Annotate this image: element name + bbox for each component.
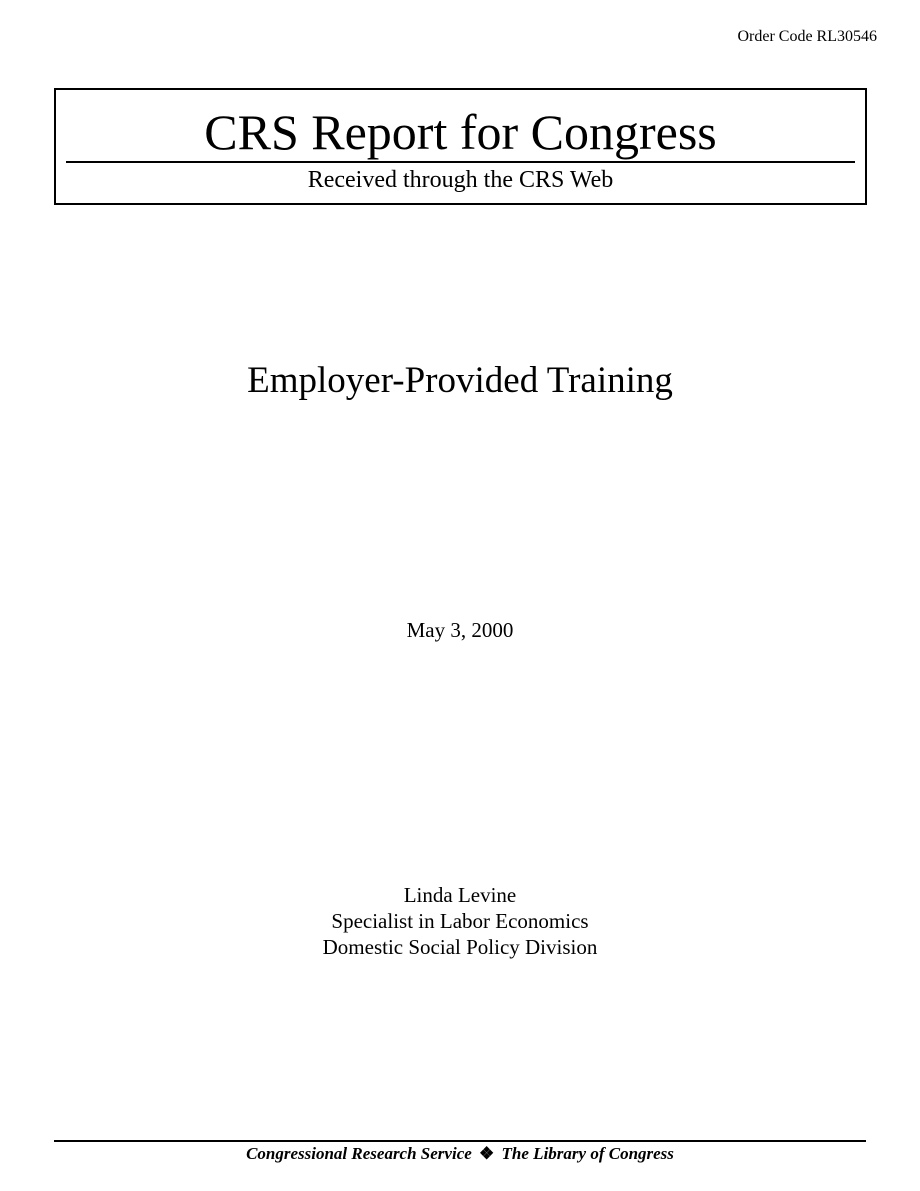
footer-left-text: Congressional Research Service xyxy=(246,1144,472,1163)
footer-divider xyxy=(54,1140,866,1142)
header-title: CRS Report for Congress xyxy=(204,104,717,160)
report-header-box xyxy=(54,88,867,205)
footer-text xyxy=(0,1143,920,1165)
order-code: Order Code RL30546 xyxy=(737,28,877,45)
header-divider xyxy=(66,161,855,163)
author-block xyxy=(0,882,920,960)
author-name: Linda Levine xyxy=(403,883,517,907)
header-subtitle: Received through the CRS Web xyxy=(307,167,614,193)
report-title: Employer-Provided Training xyxy=(247,360,673,401)
diamond-ornament-icon: ❖ xyxy=(479,1144,495,1163)
footer-right-text: The Library of Congress xyxy=(501,1144,674,1163)
report-date: May 3, 2000 xyxy=(406,618,514,642)
author-position: Specialist in Labor Economics xyxy=(331,909,589,933)
author-division: Domestic Social Policy Division xyxy=(322,935,598,959)
